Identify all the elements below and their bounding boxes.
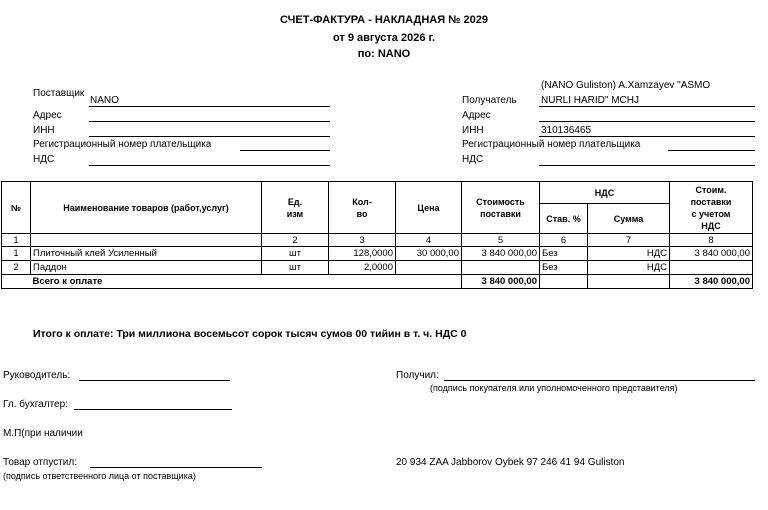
supplier-label: Поставщик: [33, 88, 85, 99]
row-cost: [462, 261, 540, 275]
header-qty-1: Кол-: [352, 196, 372, 207]
header-qty-2: во: [356, 208, 368, 219]
supplier-vat-label: НДС: [33, 154, 55, 165]
row-vat-rate: Без: [540, 247, 588, 261]
recipient-reg-label: Регистрационный номер плательщика: [462, 139, 641, 150]
accountant-signature-line: [74, 409, 232, 410]
header-num: №: [2, 182, 31, 234]
supplier-name: NANO: [90, 95, 119, 106]
supplier-reg-line: [240, 150, 330, 151]
total-vat-sum: [588, 275, 670, 289]
row-unit: шт: [262, 261, 329, 275]
invoice-table: [1, 181, 753, 289]
recipient-address-label: Адрес: [462, 110, 491, 121]
header-total-3: с учетом: [691, 208, 731, 219]
total-vat-rate: [540, 275, 588, 289]
header-total: [670, 182, 753, 234]
accountant-label: Гл. бухгалтер:: [3, 399, 68, 410]
row-num: 1: [2, 247, 31, 261]
table-row: [2, 261, 753, 275]
director-label: Руководитель:: [3, 370, 71, 381]
recipient-inn-label: ИНН: [462, 125, 484, 136]
stamp-label: М.П(при наличии: [3, 428, 83, 439]
recipient-name-line2: NURLI HARID" MCHJ: [541, 95, 639, 106]
colnum-8: 8: [670, 234, 753, 247]
row-price: [396, 261, 462, 275]
row-qty: 2,0000: [329, 261, 396, 275]
footer-contact: 20 934 ZAA Jabborov Oybek 97 246 41 94 Guliston: [396, 457, 625, 468]
supplier-address-line: [89, 121, 330, 122]
header-vat-sum: Сумма: [588, 204, 670, 234]
row-total: [670, 261, 753, 275]
colnum-4: 4: [396, 234, 462, 247]
released-signature-line: [90, 467, 262, 468]
row-unit: шт: [262, 247, 329, 261]
supplier-name-line: [89, 106, 330, 107]
header-name: Наименование товаров (работ,услуг): [31, 182, 262, 234]
recipient-vat-label: НДС: [462, 154, 484, 165]
received-hint: (подпись покупателя или уполномоченного представителя): [430, 383, 678, 393]
header-vat: НДС: [540, 182, 670, 204]
colnum-5: 5: [462, 234, 540, 247]
recipient-name-line: [539, 106, 755, 107]
recipient-name-line1: (NANO Guliston) A.Xamzayev "ASMO: [541, 80, 711, 91]
header-vat-rate: Став. %: [540, 204, 588, 234]
recipient-inn-line: [539, 136, 755, 137]
row-vat-sum: НДС: [588, 247, 670, 261]
amount-in-words: Итого к оплате: Три миллиона восемьсот сорок тысяч сумов 00 тийин в т. ч. НДС 0: [33, 328, 467, 340]
row-name: Паддон: [31, 261, 262, 275]
supplier-vat-line: [89, 165, 330, 166]
header-cost-1: Стоимость: [476, 196, 525, 207]
total-blank: [2, 275, 31, 289]
recipient-address-line: [539, 121, 755, 122]
released-label: Товар отпустил:: [3, 457, 77, 468]
row-vat-rate: Без: [540, 261, 588, 275]
row-vat-sum: НДС: [588, 261, 670, 275]
document-contract: по: NANO: [357, 48, 411, 60]
colnum-3: 3: [329, 234, 396, 247]
row-total: 3 840 000,00: [670, 247, 753, 261]
header-unit: [262, 182, 329, 234]
header-unit-1: Ед.: [287, 196, 303, 207]
row-qty: 128,0000: [329, 247, 396, 261]
header-price: Цена: [396, 182, 462, 234]
row-num: 2: [2, 261, 31, 275]
received-label: Получил:: [396, 370, 439, 381]
total-row: [2, 275, 753, 289]
header-cost-2: поставки: [480, 208, 521, 219]
colnum-1: 1: [2, 234, 31, 247]
supplier-reg-label: Регистрационный номер плательщика: [33, 139, 212, 150]
colnum-2: 2: [262, 234, 329, 247]
total-label: Всего к оплате: [31, 275, 462, 289]
row-name: Плиточный клей Усиленный: [31, 247, 262, 261]
released-hint: (подпись ответственного лица от поставщика): [3, 471, 196, 481]
header-cost: [462, 182, 540, 234]
recipient-vat-line: [539, 165, 755, 166]
total-cost: 3 840 000,00: [462, 275, 540, 289]
table-row: [2, 247, 753, 261]
header-total-4: НДС: [701, 220, 721, 231]
recipient-label: Получатель: [462, 95, 517, 106]
total-amount: 3 840 000,00: [670, 275, 753, 289]
header-qty: [329, 182, 396, 234]
header-total-2: поставки: [690, 196, 732, 207]
row-cost: 3 840 000,00: [462, 247, 540, 261]
recipient-reg-line: [668, 150, 755, 151]
director-signature-line: [79, 380, 230, 381]
supplier-inn-label: ИНН: [33, 125, 55, 136]
colnum-6: 6: [540, 234, 588, 247]
document-title: СЧЕТ-ФАКТУРА - НАКЛАДНАЯ № 2029: [280, 14, 488, 26]
document-date: от 9 августа 2026 г.: [332, 32, 436, 44]
column-numbers-row: [2, 234, 753, 247]
supplier-address-label: Адрес: [33, 110, 62, 121]
header-total-1: Стоим.: [695, 184, 727, 195]
colnum-7: 7: [588, 234, 670, 247]
row-price: 30 000,00: [396, 247, 462, 261]
recipient-inn: 310136465: [541, 125, 592, 136]
colnum-1b: [31, 234, 262, 247]
received-signature-line: [444, 380, 755, 381]
supplier-inn-line: [89, 136, 330, 137]
header-unit-2: изм: [286, 208, 304, 219]
